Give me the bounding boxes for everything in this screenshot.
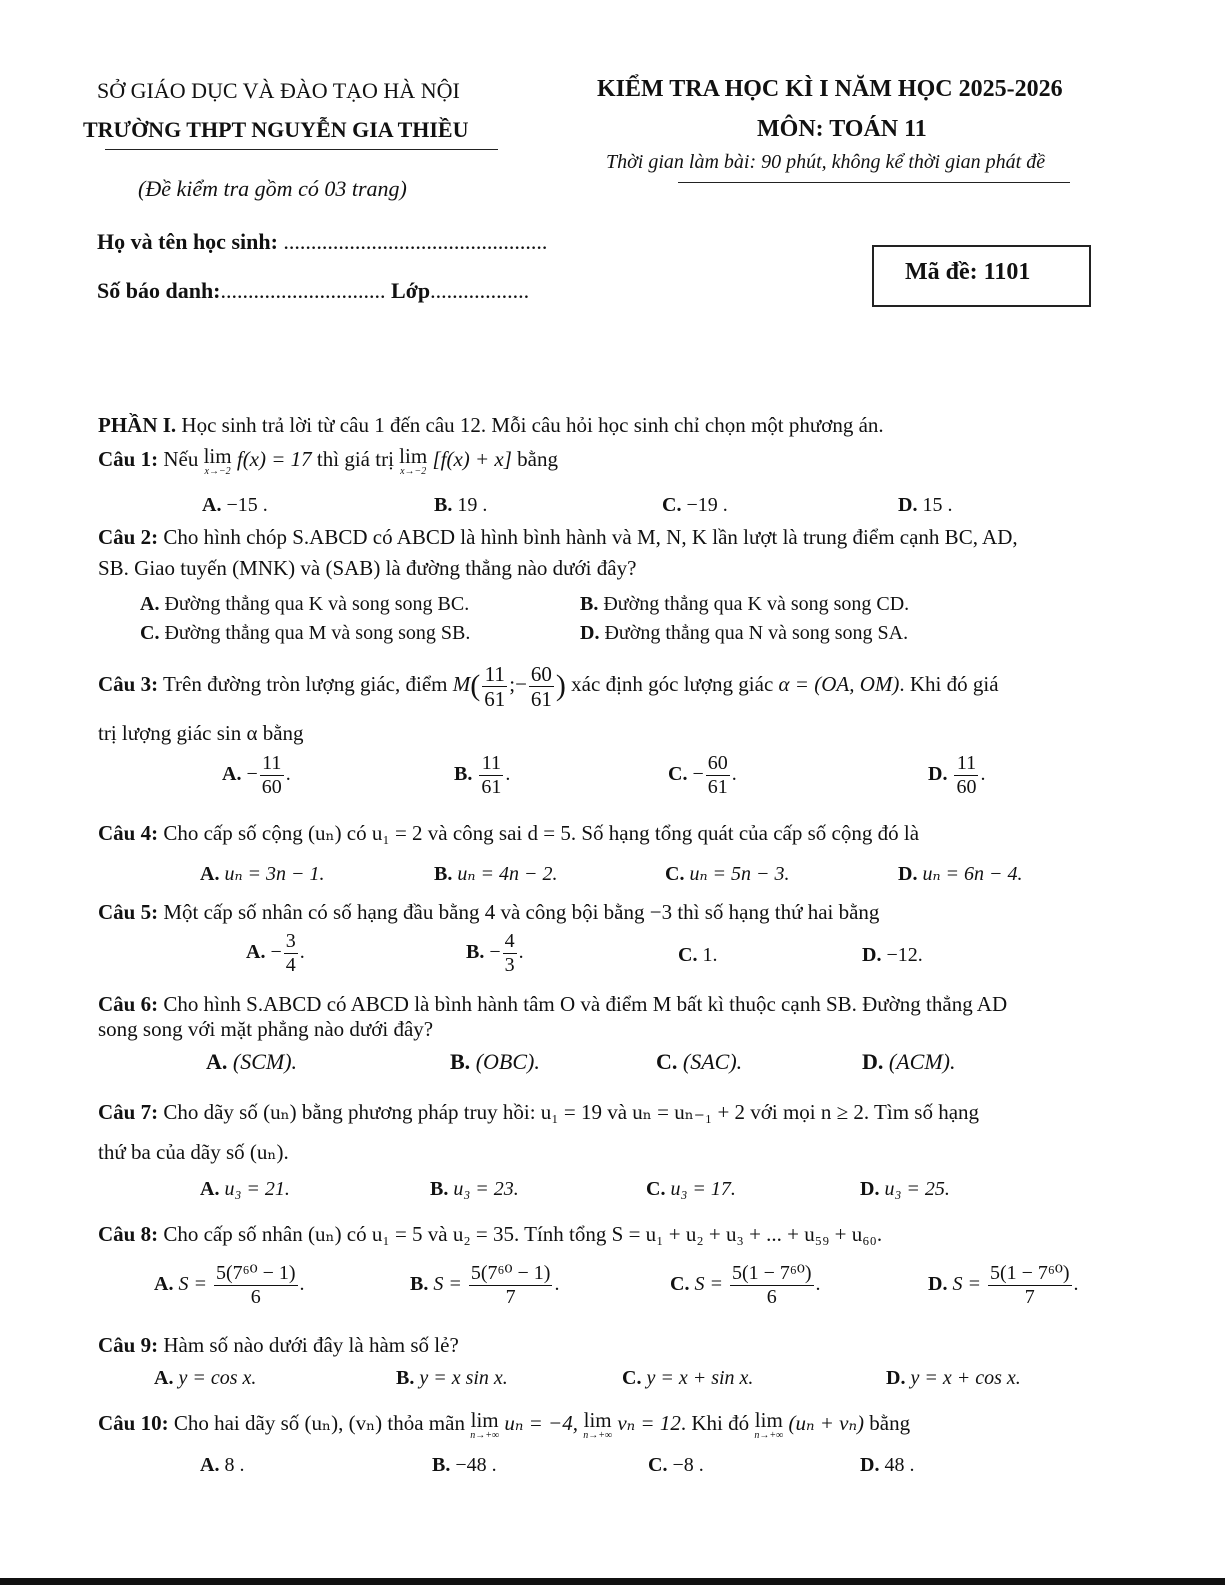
option-letter: C. (670, 1273, 690, 1296)
option-letter: C. (648, 1454, 668, 1476)
question-8 (98, 1219, 882, 1249)
option-letter: D. (862, 1049, 884, 1074)
denominator: 61 (481, 776, 502, 798)
question-6-cont (98, 1014, 433, 1044)
numerator: 3 (285, 930, 296, 952)
sign: − (692, 763, 704, 786)
option-letter: A. (140, 593, 160, 615)
sign: − (489, 941, 501, 964)
option-letter: D. (862, 944, 882, 966)
option-text: 15 . (922, 494, 953, 516)
pages-note: (Đề kiểm tra gồm có 03 trang) (138, 176, 407, 201)
limit-word: lim (399, 443, 428, 468)
option-letter: C. (668, 763, 688, 786)
option-letter: B. (454, 763, 473, 786)
denominator: 61 (484, 686, 506, 711)
fraction (529, 662, 554, 711)
class-dots: .................. (430, 278, 530, 303)
q6-option-a[interactable] (206, 1049, 297, 1075)
department-name: SỞ GIÁO DỤC VÀ ĐÀO TẠO HÀ NỘI (97, 78, 460, 103)
q4-option-c[interactable] (665, 861, 790, 886)
student-id-line (97, 278, 529, 304)
option-text: y = x + sin x. (646, 1367, 754, 1389)
sign: − (270, 941, 282, 964)
option-letter: C. (662, 494, 682, 516)
q7-option-b[interactable] (430, 1178, 519, 1201)
numerator: 4 (504, 930, 515, 952)
exam-title: KIỂM TRA HỌC KÌ I NĂM HỌC 2025-2026 (597, 76, 1063, 102)
student-name-line (97, 229, 547, 255)
option-text: y = x + cos x. (910, 1367, 1021, 1389)
fraction (260, 752, 284, 799)
question-10-expr-2: vₙ = 12 (617, 1411, 681, 1435)
q2-option-d[interactable] (580, 622, 908, 645)
option-letter: B. (466, 941, 485, 964)
option-text: u₃ = 17. (670, 1178, 736, 1200)
q8-option-a[interactable]: A. S = $\frac{\text{5(7⁶⁰ − 1)}}{6}$ . (154, 1262, 305, 1308)
option-text: uₙ = 6n − 4. (922, 863, 1023, 885)
question-9 (98, 1330, 459, 1360)
numerator: 60 (530, 661, 552, 686)
question-1-text-3: bằng (511, 447, 558, 471)
option-letter: B. (450, 1049, 471, 1074)
q3-option-a[interactable]: A. − $\frac{11}{60}$ . (222, 752, 291, 798)
q1-option-d[interactable] (898, 494, 952, 517)
question-6-label: Câu 6: (98, 992, 159, 1016)
option-letter: B. (434, 863, 453, 885)
option-letter: C. (140, 622, 160, 644)
q1-option-c[interactable] (662, 494, 728, 517)
option-text: 8 . (224, 1454, 245, 1476)
option-text: uₙ = 4n − 2. (457, 863, 558, 885)
limit-word: lim (583, 1407, 612, 1432)
question-1-text-2: thì giá trị (311, 447, 400, 471)
question-1-expr-2: [f(x) + x] (432, 447, 512, 471)
option-letter: A. (200, 1454, 220, 1476)
question-3-cont (98, 718, 304, 748)
question-3-text-2: xác định góc lượng giác (565, 672, 779, 696)
option-text: −15 . (226, 494, 268, 516)
question-7-line-2: thứ ba của dãy số (uₙ). (98, 1140, 289, 1164)
fraction (479, 752, 503, 799)
fraction (469, 1262, 553, 1309)
school-underline (105, 149, 498, 150)
question-4 (98, 818, 919, 848)
option-text: Đường thẳng qua K và song song BC. (164, 593, 470, 615)
q4-option-d[interactable] (898, 861, 1023, 886)
q3-option-c[interactable]: C. − $\frac{60}{61}$ . (668, 752, 737, 798)
option-text: (SCM). (232, 1049, 298, 1074)
q3-option-b[interactable]: B. $\frac{11}{61}$ . (454, 752, 511, 798)
numerator: 5(7⁶⁰ − 1) (215, 1262, 296, 1284)
question-1-text: Nếu (158, 447, 204, 471)
option-letter: A. (202, 494, 222, 516)
q3-option-d[interactable]: D. $\frac{11}{60}$ . (928, 752, 986, 798)
denominator: 3 (504, 954, 515, 976)
denominator: 61 (707, 776, 728, 798)
q2-option-b[interactable] (580, 593, 909, 616)
question-7-label: Câu 7: (98, 1100, 159, 1124)
denominator: 60 (956, 776, 977, 798)
question-10-text-2: . Khi đó (680, 1411, 755, 1435)
question-3-text: Trên đường tròn lượng giác, điểm (158, 672, 453, 696)
q6-option-d[interactable] (862, 1049, 955, 1075)
denominator: 4 (285, 954, 296, 976)
option-text: u₃ = 25. (884, 1178, 950, 1200)
question-10-expr-3: (uₙ + vₙ) (788, 1411, 864, 1435)
time-note: Thời gian làm bài: 90 phút, không kể thời gian phát đề (606, 151, 1046, 173)
question-1 (98, 444, 558, 477)
q8-option-c[interactable]: C. S = $\frac{\text{5(1 − 7⁶⁰)}}{6}$ . (670, 1262, 821, 1308)
fraction (954, 752, 978, 799)
q9-option-b[interactable] (396, 1367, 508, 1390)
q1-option-a[interactable] (202, 494, 268, 517)
option-text: y = x sin x. (419, 1367, 508, 1389)
student-id-dots: .............................. (220, 278, 386, 303)
option-text: u₃ = 23. (453, 1178, 519, 1200)
fraction (730, 1262, 814, 1309)
limit-word: lim (754, 1407, 783, 1432)
q4-option-a[interactable] (200, 861, 325, 886)
option-text: (OBC). (475, 1049, 540, 1074)
q7-option-c[interactable] (646, 1178, 736, 1201)
option-text: uₙ = 3n − 1. (224, 863, 325, 885)
paren-open: ( (470, 669, 481, 703)
numerator: 11 (260, 752, 284, 776)
option-text: 48 . (884, 1454, 915, 1476)
option-letter: C. (678, 944, 698, 966)
question-10-text-3: bằng (864, 1411, 911, 1435)
sign: − (246, 763, 258, 786)
option-letter: C. (665, 863, 685, 885)
option-letter: A. (154, 1273, 174, 1296)
fraction (988, 1262, 1072, 1309)
question-5-label: Câu 5: (98, 900, 159, 924)
numerator: 5(7⁶⁰ − 1) (470, 1262, 551, 1284)
question-5-text: Một cấp số nhân có số hạng đầu bằng 4 và công bội bằng −3 thì số hạng thứ hai bằng (158, 900, 880, 924)
q8-option-d[interactable]: D. S = $\frac{\text{5(1 − 7⁶⁰)}}{7}$ . (928, 1262, 1079, 1308)
section-heading (98, 410, 884, 440)
q5-option-d[interactable] (862, 944, 923, 967)
option-text: (SAC). (682, 1049, 743, 1074)
option-text: Đường thẳng qua N và song song SA. (604, 622, 909, 644)
option-letter: A. (222, 763, 242, 786)
denominator: 7 (1024, 1286, 1035, 1308)
section-title: PHẦN I. (98, 413, 177, 437)
q6-option-b[interactable] (450, 1049, 540, 1075)
option-letter: B. (410, 1273, 429, 1296)
question-7-line-1: Cho dãy số (uₙ) bằng phương pháp truy hồi: u₁ = 19 và uₙ = uₙ₋₁ + 2 với mọi n ≥ 2. Tìm số hạng (158, 1100, 980, 1124)
q6-option-c[interactable] (656, 1049, 742, 1075)
option-text: (ACM). (888, 1049, 956, 1074)
option-text: Đường thẳng qua K và song song CD. (603, 593, 910, 615)
limit-symbol (399, 443, 428, 477)
question-4-label: Câu 4: (98, 821, 159, 845)
q9-option-a[interactable] (154, 1367, 256, 1390)
question-4-text: Cho cấp số cộng (uₙ) có u₁ = 2 và công sai d = 5. Số hạng tổng quát của cấp số cộng đó là (158, 821, 920, 845)
q7-option-d[interactable] (860, 1178, 950, 1201)
option-letter: D. (928, 763, 948, 786)
student-id-label: Số báo danh: (97, 278, 221, 303)
option-letter: C. (646, 1178, 666, 1200)
denominator: 60 (261, 776, 282, 798)
question-8-label: Câu 8: (98, 1222, 159, 1246)
fraction (503, 930, 517, 977)
question-2-line-2: SB. Giao tuyến (MNK) và (SAB) là đường thẳng nào dưới đây? (98, 556, 637, 580)
option-text: y = cos x. (178, 1367, 257, 1389)
limit-symbol (583, 1407, 613, 1441)
question-2-label: Câu 2: (98, 525, 159, 549)
option-letter: D. (580, 622, 600, 644)
question-10 (98, 1408, 910, 1441)
numerator: 5(1 − 7⁶⁰) (989, 1262, 1070, 1284)
sign: − (515, 672, 527, 696)
numerator: 11 (482, 662, 507, 687)
q4-option-b[interactable] (434, 861, 557, 886)
question-3-line-2: trị lượng giác sin α bằng (98, 721, 304, 745)
q9-option-c[interactable] (622, 1367, 753, 1390)
point-name: M (452, 672, 471, 696)
scan-bottom-edge (0, 1578, 1225, 1585)
q10-option-d[interactable] (860, 1454, 914, 1477)
fraction (482, 662, 507, 711)
subject-title: MÔN: TOÁN 11 (757, 116, 927, 142)
option-text: Đường thẳng qua M và song song SB. (164, 622, 471, 644)
q9-option-d[interactable] (886, 1367, 1021, 1390)
q7-option-a[interactable] (200, 1178, 290, 1201)
student-name-dots: ................................................ (283, 229, 548, 254)
limit-symbol (470, 1407, 500, 1441)
question-1-expr-1: f(x) = 17 (236, 447, 312, 471)
class-label: Lớp (385, 278, 431, 303)
option-letter: D. (860, 1454, 880, 1476)
option-letter: A. (246, 941, 266, 964)
question-8-text: Cho cấp số nhân (uₙ) có u₁ = 5 và u₂ = 35. Tính tổng S = u₁ + u₂ + u₃ + ... + u₅₉ + u₆₀. (158, 1222, 883, 1246)
question-2-line-1: Cho hình chóp S.ABCD có ABCD là hình bình hành và M, N, K lần lượt là trung điểm cạnh BC, AD, (158, 525, 1018, 549)
limit-subscript: n→+∞ (754, 1429, 784, 1441)
q10-option-c[interactable] (648, 1454, 704, 1477)
option-letter: A. (206, 1049, 228, 1074)
exam-code: Mã đề: 1101 (905, 259, 1031, 285)
question-3-text-3: . Khi đó giá (899, 672, 999, 696)
fraction (706, 752, 730, 799)
question-1-label: Câu 1: (98, 447, 159, 471)
limit-word: lim (203, 443, 232, 468)
question-3: Câu 3: Trên đường tròn lượng giác, điểm M( $\frac{11}{61}$ ;− $\frac{60}{61}$ ) xác định góc lượng giác α = (OA, OM). Khi đó giá (98, 661, 999, 711)
limit-symbol (203, 443, 232, 477)
option-text: u₃ = 21. (224, 1178, 290, 1200)
question-9-text: Hàm số nào dưới đây là hàm số lẻ? (158, 1333, 459, 1357)
q1-option-b[interactable] (434, 494, 487, 517)
q10-option-b[interactable] (432, 1454, 497, 1477)
option-text: −19 . (686, 494, 728, 516)
limit-subscript: n→+∞ (583, 1429, 613, 1441)
denominator: 6 (250, 1286, 261, 1308)
option-text: 19 . (457, 494, 488, 516)
student-name-label: Họ và tên học sinh: (97, 229, 284, 254)
q10-option-a[interactable] (200, 1454, 244, 1477)
limit-symbol (754, 1407, 784, 1441)
option-letter: B. (430, 1178, 449, 1200)
option-letter: A. (154, 1367, 174, 1389)
question-7-cont (98, 1137, 289, 1167)
q8-option-b[interactable]: B. S = $\frac{\text{5(7⁶⁰ − 1)}}{7}$ . (410, 1262, 560, 1308)
limit-subscript: n→+∞ (470, 1429, 500, 1441)
fraction (214, 1262, 298, 1309)
section-instructions: Học sinh trả lời từ câu 1 đến câu 12. Mỗi câu hỏi học sinh chỉ chọn một phương án. (176, 413, 884, 437)
option-letter: D. (898, 863, 918, 885)
option-letter: C. (656, 1049, 678, 1074)
option-letter: C. (622, 1367, 642, 1389)
option-text: −8 . (672, 1454, 704, 1476)
school-name: TRƯỜNG THPT NGUYỄN GIA THIỀU (83, 117, 469, 142)
question-7 (98, 1097, 979, 1127)
question-2 (98, 522, 1018, 552)
option-text: uₙ = 5n − 3. (689, 863, 790, 885)
option-letter: B. (396, 1367, 415, 1389)
fraction (284, 930, 298, 977)
denominator: 61 (530, 686, 552, 711)
option-letter: A. (200, 1178, 220, 1200)
question-6-line-1: Cho hình S.ABCD có ABCD là bình hành tâm O và điểm M bất kì thuộc cạnh SB. Đường thẳng AD (158, 992, 1008, 1016)
option-letter: D. (886, 1367, 906, 1389)
option-letter: B. (432, 1454, 451, 1476)
q2-option-a[interactable] (140, 593, 469, 616)
limit-subscript: x→−2 (204, 465, 231, 477)
question-10-text: Cho hai dãy số (uₙ), (vₙ) thỏa mãn (168, 1411, 471, 1435)
option-letter: D. (898, 494, 918, 516)
option-letter: B. (580, 593, 599, 615)
numerator: 11 (954, 752, 978, 776)
q5-option-c[interactable] (678, 944, 717, 967)
limit-word: lim (470, 1407, 499, 1432)
option-letter: A. (200, 863, 220, 885)
question-3-label: Câu 3: (98, 672, 159, 696)
question-5 (98, 897, 879, 927)
option-letter: B. (434, 494, 453, 516)
option-letter: D. (928, 1273, 948, 1296)
numerator: 60 (707, 752, 728, 774)
question-10-label: Câu 10: (98, 1411, 169, 1435)
limit-subscript: x→−2 (400, 465, 427, 477)
time-underline (678, 182, 1070, 183)
option-text: −12. (886, 944, 923, 966)
q2-option-c[interactable] (140, 622, 470, 645)
option-letter: D. (860, 1178, 880, 1200)
denominator: 7 (505, 1286, 516, 1308)
numerator: 11 (479, 752, 503, 776)
q5-option-a[interactable]: A. − $\frac{3}{4}$ . (246, 930, 305, 976)
paren-close: ) (555, 669, 566, 703)
denominator: 6 (766, 1286, 777, 1308)
numerator: 5(1 − 7⁶⁰) (731, 1262, 812, 1284)
question-6-line-2: song song với mặt phẳng nào dưới đây? (98, 1017, 434, 1041)
question-9-label: Câu 9: (98, 1333, 159, 1357)
option-text: 1. (702, 944, 718, 966)
q5-option-b[interactable]: B. − $\frac{4}{3}$ . (466, 930, 524, 976)
angle-expr: α = (OA, OM) (778, 672, 900, 696)
question-2-cont (98, 553, 636, 583)
question-10-expr-1: uₙ = −4, (504, 1411, 578, 1435)
option-text: −48 . (455, 1454, 497, 1476)
